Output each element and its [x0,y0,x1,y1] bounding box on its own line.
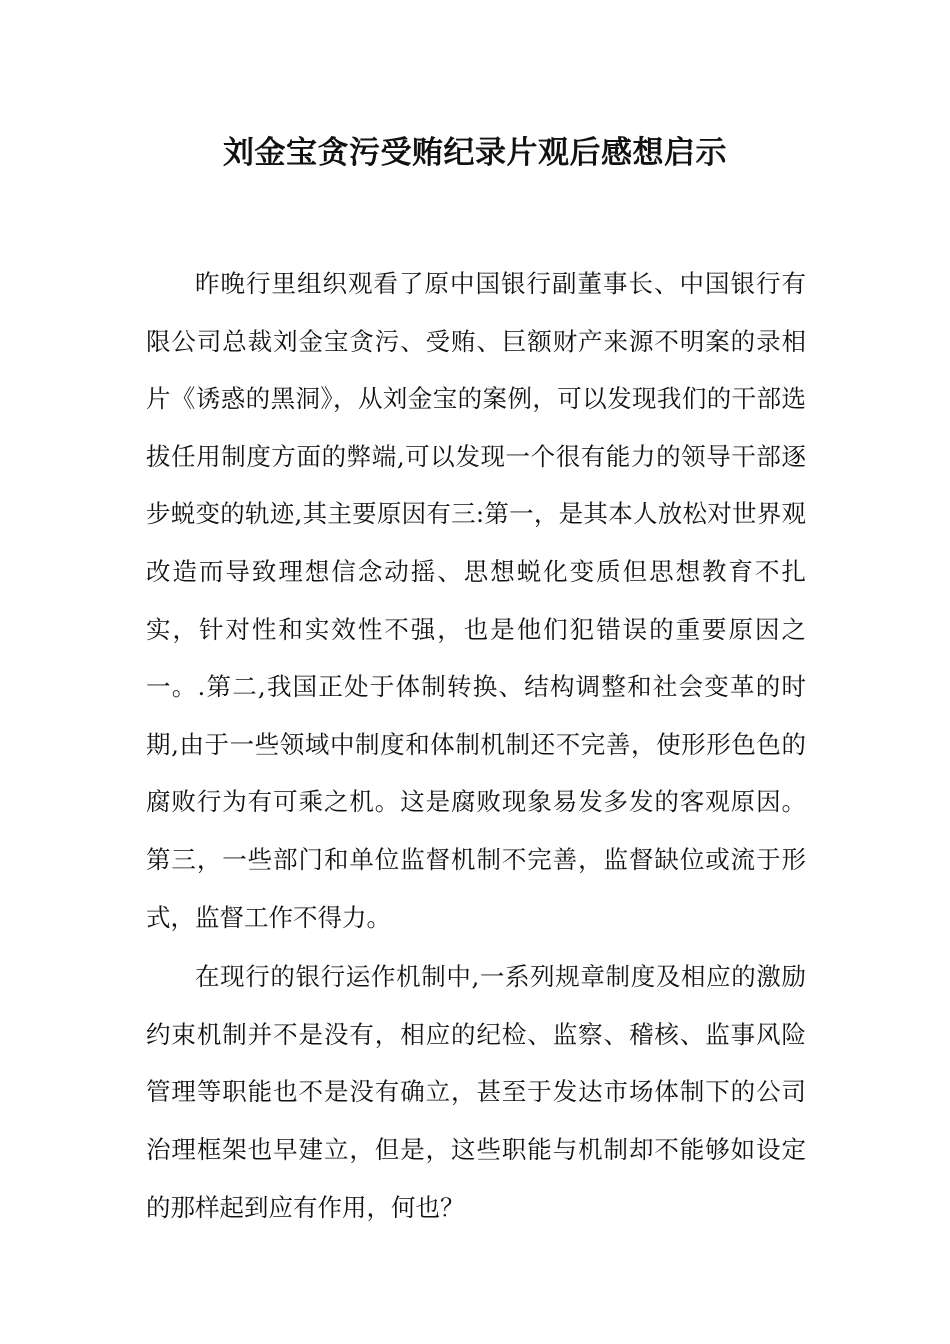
paragraph-1: 昨晚行里组织观看了原中国银行副董事长、中国银行有限公司总裁刘金宝贪污、受贿、巨额财产来源不明案的录相片《诱惑的黑洞》，从刘金宝的案例，可以发现我们的干部选拔任用制度方面的弊端,可以发现一个很有能力的领导干部逐步蜕变的轨迹,其主要原因有三:第一，是其本人放松对世界观改造而导致理想信念动摇、思想蜕化变质但思想教育不扎实，针对性和实效性不强，也是他们犯错误的重要原因之一。.第二,我国正处于体制转换、结构调整和社会变革的时期,由于一些领域中制度和体制机制还不完善，使形形色色的腐败行为有可乘之机。这是腐败现象易发多发的客观原因。第三，一些部门和单位监督机制不完善，监督缺位或流于形式，监督工作不得力。 [146,269,806,932]
paragraph-2: 在现行的银行运作机制中,一系列规章制度及相应的激励约束机制并不是没有，相应的纪检、监察、稽核、监事风险管理等职能也不是没有确立，甚至于发达市场体制下的公司治理框架也早建立，但是，这些职能与机制却不能够如设定的那样起到应有作用，何也？ [146,962,806,1222]
document-body [146,255,806,1238]
document-title: 刘金宝贪污受贿纪录片观后感想启示 [223,135,727,171]
